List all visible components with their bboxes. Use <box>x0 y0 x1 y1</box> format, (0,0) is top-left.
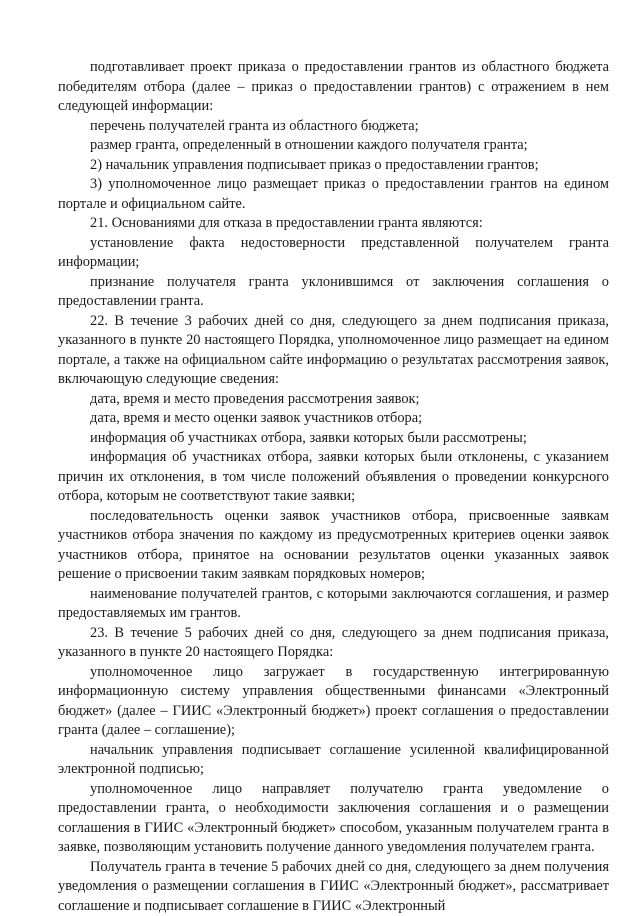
paragraph: уполномоченное лицо загружает в государственную интегрированную информационную систему управления общественными финансами «Электронный бюджет» (далее – ГИИС «Электронный бюджет») проект соглашения о предоставлении гранта (далее – соглашение); <box>58 663 609 741</box>
paragraph: установление факта недостоверности представленной получателем гранта информации; <box>58 234 609 273</box>
paragraph: 22. В течение 3 рабочих дней со дня, следующего за днем подписания приказа, указанного в пункте 20 настоящего Порядка, уполномоченное лицо размещает на едином портале, а также на официальном сайте информацию о результатах рассмотрения заявок, включающую следующие сведения: <box>58 312 609 390</box>
paragraph: перечень получателей гранта из областного бюджета; <box>58 117 609 137</box>
paragraph: Получатель гранта в течение 5 рабочих дней со дня, следующего за днем получения уведомления о размещении соглашения в ГИИС «Электронный бюджет», рассматривает соглашение и подписывает соглашение в ГИИС «Электронный <box>58 858 609 916</box>
paragraph: признание получателя гранта уклонившимся от заключения соглашения о предоставлении гранта. <box>58 273 609 312</box>
paragraph: информация об участниках отбора, заявки которых были рассмотрены; <box>58 429 609 449</box>
paragraph: дата, время и место проведения рассмотрения заявок; <box>58 390 609 410</box>
paragraph: 2) начальник управления подписывает приказ о предоставлении грантов; <box>58 156 609 176</box>
paragraph: 3) уполномоченное лицо размещает приказ о предоставлении грантов на едином портале и официальном сайте. <box>58 175 609 214</box>
paragraph: 23. В течение 5 рабочих дней со дня, следующего за днем подписания приказа, указанного в пункте 20 настоящего Порядка: <box>58 624 609 663</box>
paragraph: уполномоченное лицо направляет получателю гранта уведомление о предоставлении гранта, о необходимости заключения соглашения и о размещении соглашения в ГИИС «Электронный бюджет» способом, указанным получателем гранта в заявке, позволяющим установить получение данного уведомления получателем гранта. <box>58 780 609 858</box>
paragraph: наименование получателей грантов, с которыми заключаются соглашения, и размер предоставляемых им грантов. <box>58 585 609 624</box>
paragraph: начальник управления подписывает соглашение усиленной квалифицированной электронной подписью; <box>58 741 609 780</box>
paragraph: размер гранта, определенный в отношении каждого получателя гранта; <box>58 136 609 156</box>
document-body <box>58 58 609 916</box>
paragraph: подготавливает проект приказа о предоставлении грантов из областного бюджета победителям отбора (далее – приказ о предоставлении грантов) с отражением в нем следующей информации: <box>58 58 609 117</box>
paragraph: последовательность оценки заявок участников отбора, присвоенные заявкам участников отбора значения по каждому из предусмотренных критериев оценки заявок участников отбора, принятое на основании результатов оценки указанных заявок решение о присвоении таким заявкам порядковых номеров; <box>58 507 609 585</box>
paragraph: дата, время и место оценки заявок участников отбора; <box>58 409 609 429</box>
paragraph: информация об участниках отбора, заявки которых были отклонены, с указанием причин их отклонения, в том числе положений объявления о проведении конкурсного отбора, которым не соответствуют такие заявки; <box>58 448 609 507</box>
paragraph: 21. Основаниями для отказа в предоставлении гранта являются: <box>58 214 609 234</box>
